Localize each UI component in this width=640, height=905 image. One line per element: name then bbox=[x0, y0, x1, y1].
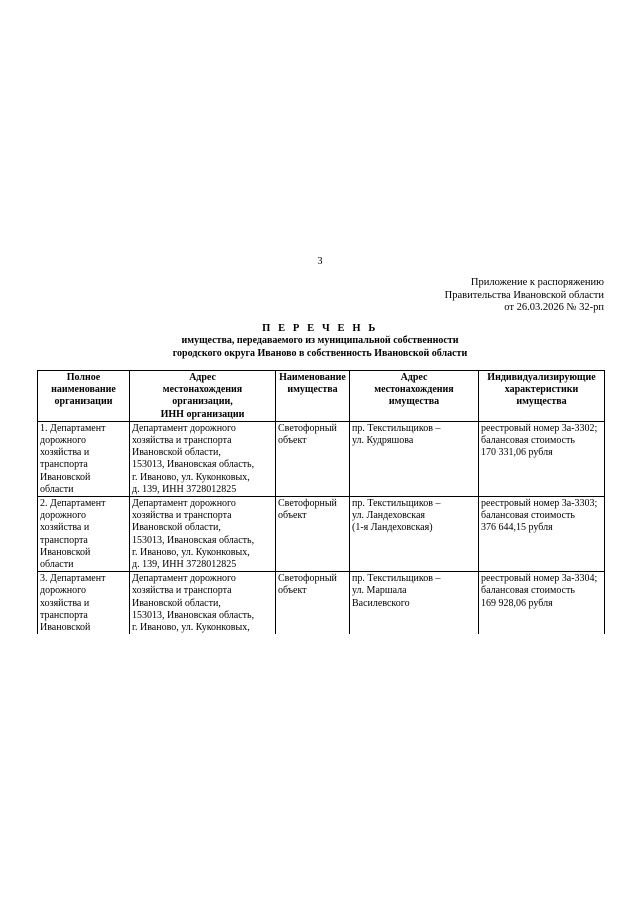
cell-org-name: 3. Департамент дорожного хозяйства и транспорта Ивановской bbox=[38, 572, 130, 635]
appendix-line-1: Приложение к распоряжению bbox=[470, 277, 604, 288]
cell-property-name: Светофорный объект bbox=[276, 421, 350, 496]
cell-characteristics: реестровый номер 3а-3302; балансовая стоимость 170 331,06 рубля bbox=[479, 421, 605, 496]
appendix-note bbox=[445, 277, 604, 315]
cell-characteristics: реестровый номер 3а-3304; балансовая стоимость 169 928,06 рубля bbox=[479, 572, 605, 635]
cell-org-address: Департамент дорожного хозяйства и транспорта Ивановской области, 153013, Ивановская область, г. Иваново, ул. Куконковых, д. 139, ИНН 3728012825 bbox=[130, 421, 276, 496]
cell-org-address: Департамент дорожного хозяйства и транспорта Ивановской области, 153013, Ивановская область, г. Иваново, ул. Куконковых, д. 139, ИНН 3728012825 bbox=[130, 497, 276, 572]
column-header-property-name: Наименование имущества bbox=[276, 371, 350, 422]
column-header-characteristics: Индивидуализирующие характеристики имущества bbox=[479, 371, 605, 422]
cell-property-name: Светофорный объект bbox=[276, 572, 350, 635]
table-header-row bbox=[38, 371, 605, 422]
cell-property-address: пр. Текстильщиков – ул. Кудряшова bbox=[350, 421, 479, 496]
appendix-line-3: от 26.03.2026 № 32-рп bbox=[504, 302, 604, 314]
column-header-org-address: Адрес местонахождения организации, ИНН организации bbox=[130, 371, 276, 422]
column-header-property-address: Адрес местонахождения имущества bbox=[350, 371, 479, 422]
column-header-org-name: Полное наименование организации bbox=[38, 371, 130, 422]
document-subtitle-line-1: имущества, передаваемого из муниципальной собственности bbox=[181, 335, 459, 347]
cell-property-address: пр. Текстильщиков – ул. Ландеховская (1-я Ландеховская) bbox=[350, 497, 479, 572]
cell-org-name: 1. Департамент дорожного хозяйства и транспорта Ивановской области bbox=[38, 421, 130, 496]
appendix-line-2: Правительства Ивановской области bbox=[444, 289, 604, 301]
table-row bbox=[38, 572, 605, 635]
document-subtitle-line-2: городского округа Иваново в собственность Ивановской области bbox=[172, 347, 468, 359]
cell-property-address: пр. Текстильщиков – ул. Маршала Василевского bbox=[350, 572, 479, 635]
page-number: 3 bbox=[317, 256, 323, 267]
cell-org-name: 2. Департамент дорожного хозяйства и транспорта Ивановской области bbox=[38, 497, 130, 572]
document-heading bbox=[0, 323, 640, 360]
table-row bbox=[38, 497, 605, 572]
cell-org-address: Департамент дорожного хозяйства и транспорта Ивановской области, 153013, Ивановская область, г. Иваново, ул. Куконковых, bbox=[130, 572, 276, 635]
document-title: П Е Р Е Ч Е Н Ь bbox=[262, 323, 378, 334]
cell-characteristics: реестровый номер 3а-3303; балансовая стоимость 376 644,15 рубля bbox=[479, 497, 605, 572]
property-table bbox=[37, 370, 605, 634]
table-row bbox=[38, 421, 605, 496]
cell-property-name: Светофорный объект bbox=[276, 497, 350, 572]
